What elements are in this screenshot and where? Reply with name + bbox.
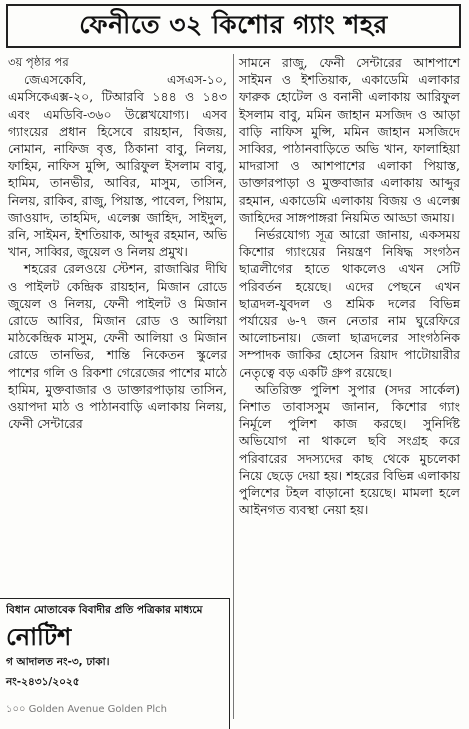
article-column-right <box>239 54 460 518</box>
notice-court: গ আদালত নং-৩, ঢাকা। <box>6 656 110 668</box>
notice-case-number: নং-২৪৩১/২০২৫ <box>6 676 80 688</box>
article-paragraph: অতিরিক্ত পুলিশ সুপার (সদর সার্কেল) নিশাত তাবাসসুম জানান, কিশোর গ্যাং নির্মূলে পুলিশ কাজ করছে। সুনির্দিষ্ট অভিযোগ না থাকলে ছবি সংগ্রহ করে পরিবারের সদস্যদের কাছ থেকে মুচলেকা নিয়ে ছেড়ে দেয়া হয়। শহরের বিভিন্ন এলাকায় পুলিশের টহল বাড়ানো হয়েছে। মামলা হলে আইনগত ব্যবস্থা নেয়া হয়। <box>239 381 460 518</box>
article-paragraph: শহরের রেলওয়ে স্টেশন, রাজাঝির দীঘি ও পাইলট কেন্দ্রিক রায়হান, মিজান রোডে জুয়েল ও নিলয়, ফেনী পাইলট ও মিজান রোডে আবির, মিজান রোড ও আলিয়া মাঠকেন্দ্রিক মাসুম, ফেনী আলিয়া ও মিজান রোডে তানভির, শান্তি নিকেতন স্কুলের পাশের গলি ও রিকশা গেরেজের পাশের মাঠে হামিম, মুক্তবাজার ও ডাক্তারপাড়ায় তাসিন, ওয়াপদা মাঠ ও পাঠানবাড়ি এলাকায় নিলয়, ফেনী সেন্টারের <box>8 261 227 432</box>
article-paragraph: সামনে রাজু, ফেনী সেন্টারের আশপাশে সাইমন ও ইশতিয়াক, একাডেমি এলাকার ফারুক হোটেল ও বনানী এলাকায় আরিফুল ইসলাম বাবু, মমিন জাহান মসজিদ ও আড়া বাড়ি নাফিস মুন্সি, মমিন জাহান মসজিদে সাব্বির, পাঠানবাড়িতে অভি খান, ফালাহিয়া মাদরাসা ও আশপাশের এলাকা পিয়াস্ত, ডাক্তারপাড়া ও মুক্তবাজার এলাকায় আব্দুর রহমান, একাডেমি এলাকায় বিজয় ও এলেক্স জাহিদের সাঙ্গপাঙ্গরা নিয়মিত আড্ডা জমায়। <box>239 55 460 225</box>
legal-notice-ad <box>0 598 230 729</box>
notice-intro: বিধান মোতাবেক বিবাদীর প্রতি পত্রিকার মাধ্যমে <box>6 604 203 616</box>
continuation-note: ৩য় পৃষ্ঠার পর <box>8 55 69 69</box>
column-divider <box>233 54 234 719</box>
article-column-left <box>8 54 227 432</box>
headline-box <box>6 4 461 48</box>
notice-faded-line: ১০০ Golden Avenue Golden Plch <box>6 704 167 715</box>
article-paragraph: জেএসকেবি, এসএস-১০, এমসিকেএক্স-২০, টিআরবি ১৪৪ ও ১৪৩ এবং এমডিবি-৩৬০ উল্লেখযোগ্য। এসব গ্যাংয়ের প্রধান হিসেবে রায়হান, বিজয়, নোমান, নাফিজ বৃত্ত, ঠিকানা বাবু, নিলয়, ফাহিম, নাফিস মুন্সি, আরিফুল ইসলাম বাবু, হামিম, তানভীর, আবির, মাসুম, তাসিন, নিলয়, রাকিব, রাজু, পিয়াস্ত, পাবেল, পিয়াম, জাওয়াদ, তাহমিদ, এলেক্স জাহিদ, সাইদুল, রনি, সাইমন, ইশতিয়াক, আব্দুর রহমান, অভি খান, সাব্বির, জুয়েল ও নিলয় প্রমুখ। <box>8 72 227 260</box>
headline: ফেনীতে ৩২ কিশোর গ্যাং শহর <box>79 9 388 39</box>
notice-title: নোটিশ <box>6 623 72 651</box>
article-paragraph: নির্ভরযোগ্য সূত্র আরো জানায়, একসময় কিশোর গ্যাংয়ের নিয়ন্ত্রণ নিষিদ্ধ সংগঠন ছাত্রলীগের হাতে থাকলেও এখন সেটি পরিবর্তন হয়েছে। এদের পেছনে এখন ছাত্রদল-যুবদল ও শ্রমিক দলের বিভিন্ন পর্যায়ের ৬-৭ জন নেতার নাম ঘুরেফিরে আলোচনায়। জেলা ছাত্রদলের সাংগঠনিক সম্পাদক জাকির হোসেন রিয়াদ পাটোয়ারীর নেতৃত্বে বড় একটি গ্রুপ রয়েছে। <box>239 227 460 380</box>
